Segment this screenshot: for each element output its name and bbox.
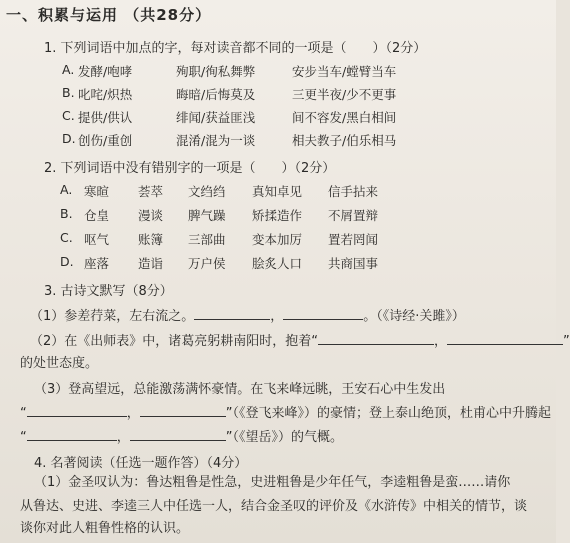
q3-s2-line2: 的处世态度。 [20, 356, 99, 371]
q4-s1-line3: 谈你对此人粗鲁性格的认识。 [20, 521, 190, 536]
q2-option-b-label: B. [60, 206, 73, 221]
q3-s3-line3 [20, 426, 343, 445]
q2-option-d-item: 座落 [84, 256, 110, 271]
q1-option-b-item: 晦暗/后悔莫及 [176, 87, 256, 102]
q1-option-c-item: 绯闻/获益匪浅 [176, 110, 256, 125]
q1-option-a-item: 安步当车/螳臂当车 [292, 64, 397, 79]
q2-option-a-item: 信手拈来 [328, 184, 379, 199]
q2-option-c-item: 三部曲 [188, 232, 226, 247]
q2-option-b-item: 漫谈 [138, 208, 164, 223]
q3-s2-comma: ， [434, 334, 448, 349]
q3-s3-comma: ， [116, 430, 130, 445]
q3-s1-source: 。（《诗经·关雎》） [363, 309, 465, 324]
q3-s1-text: （1）参差荇菜，左右流之。 [30, 309, 195, 324]
q2-option-c-item: 置若罔闻 [328, 232, 379, 247]
q1-option-b-item: 三更半夜/少不更事 [292, 87, 397, 102]
q2-option-b-item: 不屑置辩 [328, 208, 379, 223]
q2-stem: 2. 下列词语中没有错别字的一项是（ ）（2分） [44, 161, 336, 176]
q2-option-a-item: 真知卓见 [252, 184, 303, 199]
answer-blank[interactable] [140, 403, 226, 417]
q1-option-d-item: 创伤/重创 [78, 133, 133, 148]
q1-option-a-item: 殉职/徇私舞弊 [176, 64, 256, 79]
answer-blank[interactable] [27, 427, 117, 441]
q3-s3-source-b: ”（《望岳》）的气概。 [225, 430, 344, 445]
q1-option-c-item: 提供/供认 [78, 110, 133, 125]
q2-option-a-label: A. [60, 182, 73, 197]
q4-stem: 4. 名著阅读（任选一题作答）（4分） [34, 456, 248, 471]
q1-option-a-item: 发酵/咆哮 [78, 64, 133, 79]
answer-blank[interactable] [194, 306, 270, 320]
q3-s3-open-quote: “ [20, 430, 27, 445]
answer-blank[interactable] [130, 427, 226, 441]
q1-option-d-item: 混淆/混为一谈 [176, 133, 256, 148]
q1-stem: 1. 下列词语中加点的字，每对读音都不同的一项是（ ）（2分） [44, 41, 427, 56]
q4-s1-line2: 从鲁达、史进、李逵三人中任选一人，结合金圣叹的评价及《水浒传》中相关的情节，谈 [20, 499, 528, 514]
q3-s1-line: （1）参差荇菜，左右流之。 ， 。（《诗经·关雎》） [30, 305, 465, 324]
q2-option-b-item: 矫揉造作 [252, 208, 303, 223]
q3-s3-line1: （3）登高望远，总能激荡满怀豪情。在飞来峰远眺，王安石心中生发出 [34, 382, 446, 397]
q2-option-d-item: 造诣 [138, 256, 164, 271]
q3-s3-open-quote: “ [20, 406, 27, 421]
q2-option-b-item: 脾气躁 [188, 208, 226, 223]
q2-option-d-item: 共商国事 [328, 256, 379, 271]
q3-s2-text: （2）在《出师表》中，诸葛亮躬耕南阳时，抱着“ [30, 334, 319, 349]
q3-s3-line2 [20, 402, 551, 421]
answer-blank[interactable] [283, 306, 363, 320]
q2-option-d-item: 万户侯 [188, 256, 226, 271]
q2-option-a-item: 荟萃 [138, 184, 164, 199]
q3-s2-close-quote: ” [563, 334, 570, 349]
q1-option-d-item: 相夫教子/伯乐相马 [292, 133, 397, 148]
q3-s3-source-a: ”（《登飞来峰》）的豪情；登上泰山绝顶，杜甫心中升腾起 [225, 406, 552, 421]
q3-s2-line1 [30, 330, 570, 349]
section-title: 一、积累与运用 （共28分） [6, 6, 212, 24]
q1-option-a-label: A. [62, 62, 75, 77]
q1-option-c-label: C. [62, 108, 75, 123]
answer-blank[interactable] [27, 403, 127, 417]
q2-option-a-item: 寒暄 [84, 184, 110, 199]
q1-option-d-label: D. [62, 131, 76, 146]
q2-option-c-item: 呕气 [84, 232, 110, 247]
q1-option-b-label: B. [62, 85, 75, 100]
q2-option-c-item: 账簿 [138, 232, 164, 247]
q2-option-c-label: C. [60, 230, 73, 245]
q4-s1-line1: （1）金圣叹认为：鲁达粗鲁是性急，史进粗鲁是少年任气，李逵粗鲁是蛮……请你 [34, 475, 511, 490]
q3-stem: 3. 古诗文默写（8分） [44, 284, 173, 299]
q2-option-d-item: 脍炙人口 [252, 256, 303, 271]
answer-blank[interactable] [447, 331, 563, 345]
q2-option-a-item: 文绉绉 [188, 184, 226, 199]
q1-option-b-item: 叱咤/炽热 [78, 87, 133, 102]
q2-option-d-label: D. [60, 254, 74, 269]
answer-blank[interactable] [318, 331, 434, 345]
q2-option-c-item: 变本加厉 [252, 232, 303, 247]
q3-s3-comma: ， [126, 406, 140, 421]
q2-option-b-item: 仓皇 [84, 208, 110, 223]
q1-option-c-item: 间不容发/黑白相间 [292, 110, 397, 125]
